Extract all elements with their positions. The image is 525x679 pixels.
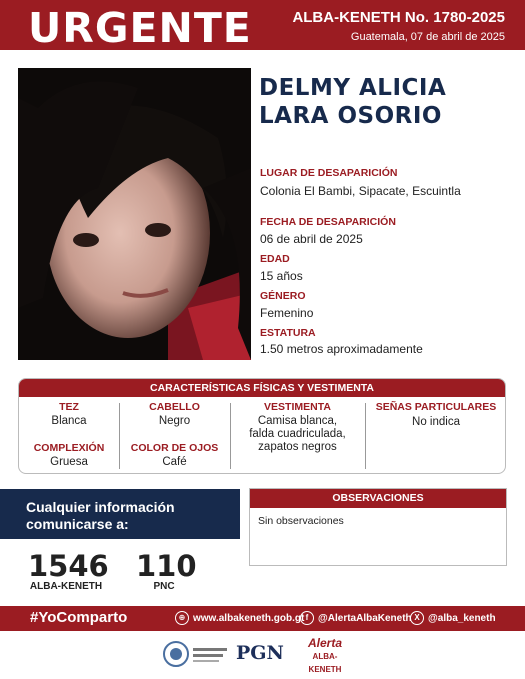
facebook-icon: f (300, 611, 314, 625)
urgent-title: URGENTE (28, 4, 252, 52)
case-number: ALBA-KENETH No. 1780-2025 (292, 9, 505, 26)
footer-bar (0, 606, 525, 631)
field-value-gender: Femenino (260, 306, 314, 320)
pgn-logo-text: PGN (236, 642, 284, 664)
eye-color-label: COLOR DE OJOS (130, 442, 219, 454)
complexion-value: Gruesa (50, 456, 88, 468)
field-value-height: 1.50 metros aproximadamente (260, 342, 423, 356)
characteristics-title: CARACTERÍSTICAS FÍSICAS Y VESTIMENTA (19, 379, 505, 397)
observations-text: Sin observaciones (258, 515, 344, 527)
place-date: Guatemala, 07 de abril de 2025 (350, 31, 505, 43)
field-label-gender: GÉNERO (260, 290, 306, 302)
x-link[interactable]: @alba_keneth (428, 613, 496, 624)
field-label-location: LUGAR DE DESAPARICIÓN (260, 167, 398, 179)
field-label-height: ESTATURA (260, 327, 316, 339)
field-value-age: 15 años (260, 269, 303, 283)
field-label-date: FECHA DE DESAPARICIÓN (260, 216, 396, 228)
alerta-logo-line-2: ALBA-KENETH (308, 652, 342, 674)
web-icon: ⊕ (175, 611, 189, 625)
alerta-logo-line-1: Alerta (307, 636, 342, 650)
pgn-logo (236, 642, 284, 664)
contact-banner (0, 489, 240, 539)
clothing-line-2: falda cuadriculada, (249, 428, 346, 440)
facebook-link[interactable]: @AlertaAlbaKeneth (318, 613, 412, 624)
phone-number-alba: 1546 (28, 549, 109, 583)
clothing-line-3: zapatos negros (258, 441, 337, 453)
complexion-label: COMPLEXIÓN (33, 442, 105, 454)
phone-label-alba: ALBA-KENETH (29, 581, 103, 592)
field-value-location: Colonia El Bambi, Sipacate, Escuintla (260, 184, 461, 198)
phone-label-pnc: PNC (153, 581, 175, 592)
clothing-label: VESTIMENTA (264, 401, 331, 413)
portrait-image (18, 68, 251, 360)
missing-person-photo (18, 68, 251, 360)
contact-line-2: comunicarse a: (26, 516, 129, 532)
observations-title: OBSERVACIONES (250, 489, 506, 508)
header-bar (0, 0, 525, 50)
contact-line-1: Cualquier información (26, 499, 175, 515)
marks-label: SEÑAS PARTICULARES (375, 401, 497, 413)
phone-number-pnc: 110 (136, 549, 197, 583)
x-icon: X (410, 611, 424, 625)
hair-label: CABELLO (149, 401, 200, 413)
name-line-2: LARA OSORIO (259, 103, 442, 129)
tez-label: TEZ (59, 401, 79, 413)
person-name (259, 74, 446, 130)
website-link[interactable]: www.albakeneth.gob.gt (193, 613, 305, 624)
hashtag: #YoComparto (30, 609, 128, 626)
alerta-alba-keneth-logo (300, 637, 350, 676)
characteristics-panel (18, 378, 506, 474)
clothing-line-1: Camisa blanca, (257, 415, 338, 427)
field-value-date: 06 de abril de 2025 (260, 232, 363, 246)
name-line-1: DELMY ALICIA (259, 75, 447, 101)
seal-icon (162, 638, 230, 670)
marks-value: No indica (412, 416, 460, 428)
field-label-age: EDAD (260, 253, 290, 265)
hair-value: Negro (158, 415, 191, 427)
tez-value: Blanca (51, 415, 87, 427)
observations-panel (249, 488, 507, 566)
eye-color-value: Café (162, 456, 187, 468)
government-seal-logo (162, 638, 230, 675)
